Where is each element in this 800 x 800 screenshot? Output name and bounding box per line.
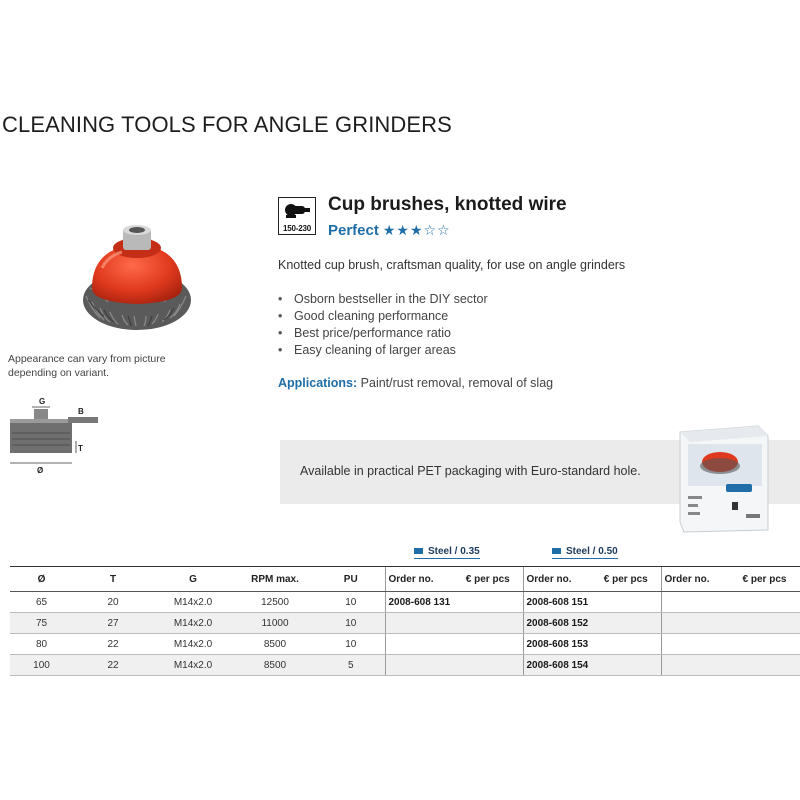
table-cell: M14x2.0 [153,613,233,634]
column-header: PU [317,567,385,592]
order-number: 2008-608 154 [523,655,591,676]
list-item: • Best price/performance ratio [278,326,452,340]
column-header: Ø [10,567,73,592]
column-header: € per pcs [729,567,800,592]
image-note: Appearance can vary from picture depending on variant. [8,353,166,379]
cup-brush-image [78,218,196,338]
table-cell: 27 [73,613,153,634]
steel-group-header [414,544,480,558]
order-number [661,592,729,613]
diagram-label-b: B [78,407,84,416]
table-cell: 8500 [233,655,317,676]
table-row [10,592,800,613]
table-cell: 8500 [233,634,317,655]
star-empty-icon: ☆ [437,222,450,238]
spec-table [10,566,800,676]
square-icon [552,548,561,554]
steel-group-label: Steel / 0.50 [566,545,618,557]
order-number: 2008-608 152 [523,613,591,634]
star-empty-icon: ☆ [423,222,437,238]
angle-grinder-icon [283,201,311,221]
order-number: 2008-608 131 [385,592,453,613]
order-number [661,613,729,634]
rating-label: Perfect [328,221,379,239]
section-title: CLEANING TOOLS FOR ANGLE GRINDERS [2,112,452,137]
order-number [661,634,729,655]
price-cell [729,655,800,676]
list-item: • Osborn bestseller in the DIY sector [278,292,488,306]
packaging-text: Available in practical PET packaging with Euro-standard hole. [300,464,641,478]
applications [278,376,553,390]
order-number: 2008-608 151 [523,592,591,613]
table-cell: 10 [317,613,385,634]
column-header: RPM max. [233,567,317,592]
feature-text: Osborn bestseller in the DIY sector [294,292,488,306]
table-row [10,655,800,676]
diagram-label-g: G [39,397,46,406]
category-badge [278,197,316,235]
table-cell: 80 [10,634,73,655]
table-cell: 100 [10,655,73,676]
price-cell [591,655,661,676]
table-cell: 65 [10,592,73,613]
price-cell [729,613,800,634]
table-cell: M14x2.0 [153,592,233,613]
column-header: Order no. [523,567,591,592]
table-cell: M14x2.0 [153,634,233,655]
column-header: T [73,567,153,592]
steel-group-header [552,544,618,558]
price-cell [453,655,523,676]
column-header: Order no. [385,567,453,592]
list-item: • Easy cleaning of larger areas [278,343,456,357]
table-cell: M14x2.0 [153,655,233,676]
feature-list [278,291,488,359]
table-cell: 11000 [233,613,317,634]
dimension-diagram [6,393,106,478]
star-filled-icon: ★ [382,222,396,238]
square-icon [414,548,423,554]
column-header: € per pcs [453,567,523,592]
table-cell: 5 [317,655,385,676]
column-header: € per pcs [591,567,661,592]
column-header: G [153,567,233,592]
table-cell: 10 [317,634,385,655]
table-cell: 22 [73,655,153,676]
price-cell [591,634,661,655]
table-header-row [10,567,800,592]
star-filled-icon: ★ [396,222,409,238]
order-number [661,655,729,676]
table-cell: 22 [73,634,153,655]
price-cell [729,634,800,655]
rating [328,220,451,240]
feature-text: Easy cleaning of larger areas [294,343,456,357]
order-number [385,655,453,676]
order-number [385,613,453,634]
table-cell: 20 [73,592,153,613]
applications-label: Applications: [278,376,358,390]
steel-group-label: Steel / 0.35 [428,545,480,557]
price-cell [591,613,661,634]
diagram-label-d: Ø [37,466,44,475]
list-item: • Good cleaning performance [278,309,449,323]
product-title: Cup brushes, knotted wire [328,194,567,215]
price-cell [729,592,800,613]
diagram-label-t: T [78,444,83,453]
price-cell [453,592,523,613]
category-badge-label: 150-230 [283,224,311,233]
order-number [385,634,453,655]
price-cell [591,592,661,613]
price-cell [453,613,523,634]
product-description: Knotted cup brush, craftsman quality, for use on angle grinders [278,258,626,272]
applications-text: Paint/rust removal, removal of slag [360,376,554,390]
table-cell: 75 [10,613,73,634]
table-row [10,634,800,655]
feature-text: Good cleaning performance [294,309,449,323]
packaging-image [672,422,772,534]
table-cell: 12500 [233,592,317,613]
order-number: 2008-608 153 [523,634,591,655]
price-cell [453,634,523,655]
star-filled-icon: ★ [409,222,423,238]
table-cell: 10 [317,592,385,613]
table-row [10,613,800,634]
feature-text: Best price/performance ratio [294,326,452,340]
column-header: Order no. [661,567,729,592]
